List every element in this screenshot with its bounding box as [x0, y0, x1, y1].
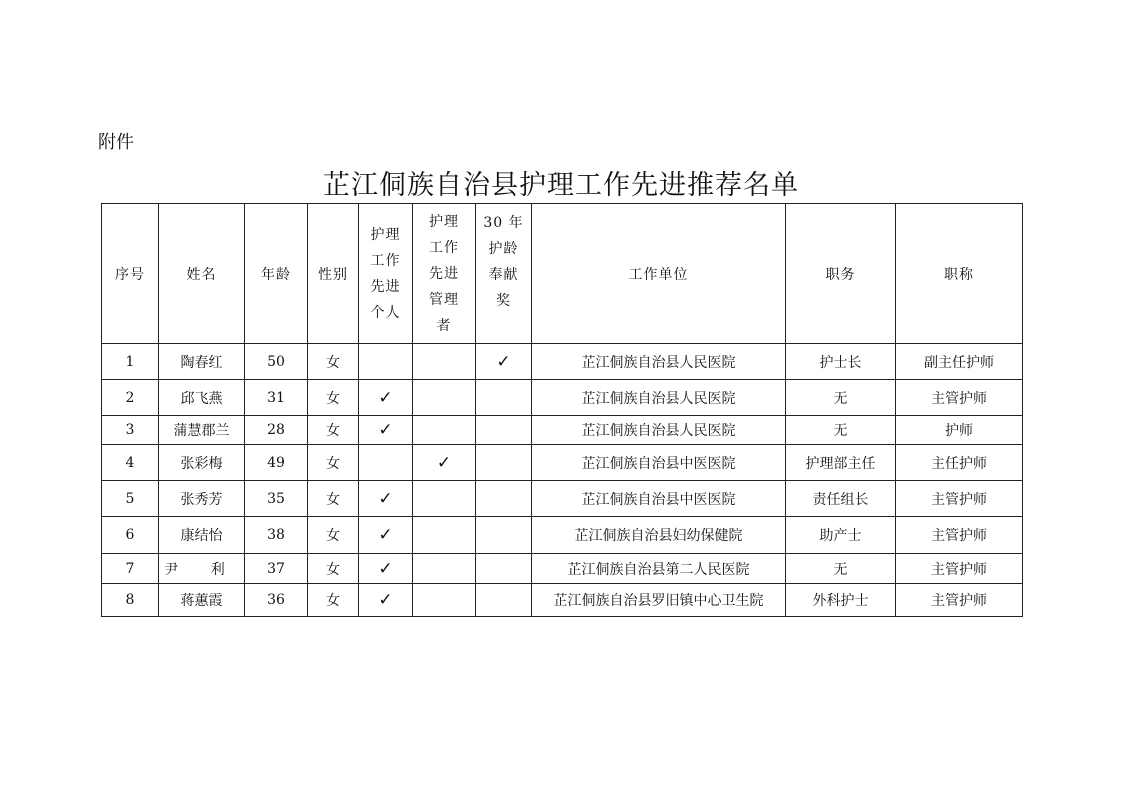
cell-age: 50: [245, 344, 308, 380]
cell-award-check: [476, 554, 532, 584]
cell-individual-check: ✓: [359, 416, 413, 445]
cell-age: 37: [245, 554, 308, 584]
cell-index: 5: [102, 481, 159, 517]
document-title: 芷江侗族自治县护理工作先进推荐名单: [323, 170, 799, 201]
cell-manager-check: [413, 416, 476, 445]
header-age: 年龄: [245, 204, 308, 344]
header-service-award-line: 护龄: [488, 241, 519, 257]
header-service-award-line: 30 年: [483, 215, 524, 231]
header-row: [102, 204, 1023, 344]
cell-age: 38: [245, 517, 308, 554]
cell-title: 主管护师: [896, 481, 1023, 517]
cell-award-check: [476, 481, 532, 517]
header-advanced-individual-line: 工作: [370, 252, 401, 269]
header-advanced-manager-line: 先进: [429, 265, 459, 282]
cell-name: 陶春红: [159, 344, 245, 380]
cell-gender: 女: [308, 380, 359, 416]
cell-individual-check: [359, 344, 413, 380]
cell-gender: 女: [308, 481, 359, 517]
cell-workplace: 芷江侗族自治县第二人民医院: [532, 554, 786, 584]
cell-workplace: 芷江侗族自治县罗旧镇中心卫生院: [532, 584, 786, 617]
cell-gender: 女: [308, 584, 359, 617]
attachment-label: 附件: [98, 132, 134, 153]
cell-position: 护理部主任: [786, 445, 896, 481]
recommendation-table: [101, 203, 1023, 617]
cell-age: 31: [245, 380, 308, 416]
cell-gender: 女: [308, 344, 359, 380]
cell-position: 无: [786, 416, 896, 445]
cell-index: 4: [102, 445, 159, 481]
cell-manager-check: [413, 517, 476, 554]
table-row: [102, 344, 1023, 380]
header-service-award-line: 奉献: [488, 267, 519, 283]
cell-individual-check: [359, 445, 413, 481]
cell-position: 护士长: [786, 344, 896, 380]
table-row: [102, 481, 1023, 517]
cell-manager-check: [413, 481, 476, 517]
cell-position: 无: [786, 554, 896, 584]
header-gender: 性别: [308, 204, 359, 344]
cell-title: 副主任护师: [896, 344, 1023, 380]
cell-index: 7: [102, 554, 159, 584]
cell-title: 主任护师: [896, 445, 1023, 481]
cell-position: 无: [786, 380, 896, 416]
cell-position: 责任组长: [786, 481, 896, 517]
header-workplace: 工作单位: [532, 204, 786, 344]
cell-index: 3: [102, 416, 159, 445]
cell-title: 护师: [896, 416, 1023, 445]
cell-workplace: 芷江侗族自治县妇幼保健院: [532, 517, 786, 554]
cell-gender: 女: [308, 416, 359, 445]
cell-award-check: [476, 584, 532, 617]
header-advanced-manager-line: 管理: [429, 291, 459, 308]
table-row: [102, 445, 1023, 481]
cell-index: 1: [102, 344, 159, 380]
header-advanced-manager-line: 护理: [429, 213, 459, 230]
cell-name: 蒋蕙霞: [159, 584, 245, 617]
header-advanced-manager-line: 者: [436, 317, 452, 334]
header-index: 序号: [102, 204, 159, 344]
cell-award-check: [476, 517, 532, 554]
cell-age: 28: [245, 416, 308, 445]
cell-individual-check: ✓: [359, 517, 413, 554]
cell-workplace: 芷江侗族自治县人民医院: [532, 344, 786, 380]
cell-position: 助产士: [786, 517, 896, 554]
cell-individual-check: ✓: [359, 380, 413, 416]
cell-workplace: 芷江侗族自治县中医医院: [532, 481, 786, 517]
cell-award-check: [476, 380, 532, 416]
cell-position: 外科护士: [786, 584, 896, 617]
header-position: 职务: [786, 204, 896, 344]
header-advanced-manager: [413, 204, 476, 344]
table-row: [102, 416, 1023, 445]
cell-age: 49: [245, 445, 308, 481]
table-row: [102, 517, 1023, 554]
cell-age: 36: [245, 584, 308, 617]
cell-manager-check: [413, 344, 476, 380]
cell-index: 2: [102, 380, 159, 416]
cell-title: 主管护师: [896, 554, 1023, 584]
cell-individual-check: ✓: [359, 554, 413, 584]
cell-manager-check: [413, 554, 476, 584]
header-advanced-individual-line: 护理: [370, 226, 401, 243]
cell-award-check: [476, 416, 532, 445]
cell-award-check: ✓: [476, 344, 532, 380]
cell-workplace: 芷江侗族自治县人民医院: [532, 416, 786, 445]
cell-gender: 女: [308, 554, 359, 584]
cell-name: 张秀芳: [159, 481, 245, 517]
header-name: 姓名: [159, 204, 245, 344]
cell-award-check: [476, 445, 532, 481]
cell-age: 35: [245, 481, 308, 517]
header-service-award-line: 奖: [495, 293, 511, 309]
table-row: [102, 584, 1023, 617]
cell-gender: 女: [308, 517, 359, 554]
cell-index: 8: [102, 584, 159, 617]
cell-name: 邱飞燕: [159, 380, 245, 416]
cell-title: 主管护师: [896, 584, 1023, 617]
cell-index: 6: [102, 517, 159, 554]
cell-name: 蒲慧郡兰: [159, 416, 245, 445]
cell-name: 尹 利: [159, 554, 245, 584]
cell-manager-check: [413, 380, 476, 416]
table-row: [102, 554, 1023, 584]
cell-individual-check: ✓: [359, 481, 413, 517]
cell-manager-check: [413, 584, 476, 617]
cell-name: 张彩梅: [159, 445, 245, 481]
cell-title: 主管护师: [896, 380, 1023, 416]
cell-title: 主管护师: [896, 517, 1023, 554]
cell-individual-check: ✓: [359, 584, 413, 617]
header-advanced-individual-line: 先进: [370, 278, 401, 295]
cell-workplace: 芷江侗族自治县中医医院: [532, 445, 786, 481]
header-title: 职称: [896, 204, 1023, 344]
cell-gender: 女: [308, 445, 359, 481]
table-row: [102, 380, 1023, 416]
header-advanced-manager-line: 工作: [429, 239, 459, 256]
cell-name: 康结怡: [159, 517, 245, 554]
header-advanced-individual-line: 个人: [370, 304, 401, 321]
header-advanced-individual: [359, 204, 413, 344]
cell-manager-check: ✓: [413, 445, 476, 481]
cell-workplace: 芷江侗族自治县人民医院: [532, 380, 786, 416]
header-service-award: [476, 204, 532, 344]
